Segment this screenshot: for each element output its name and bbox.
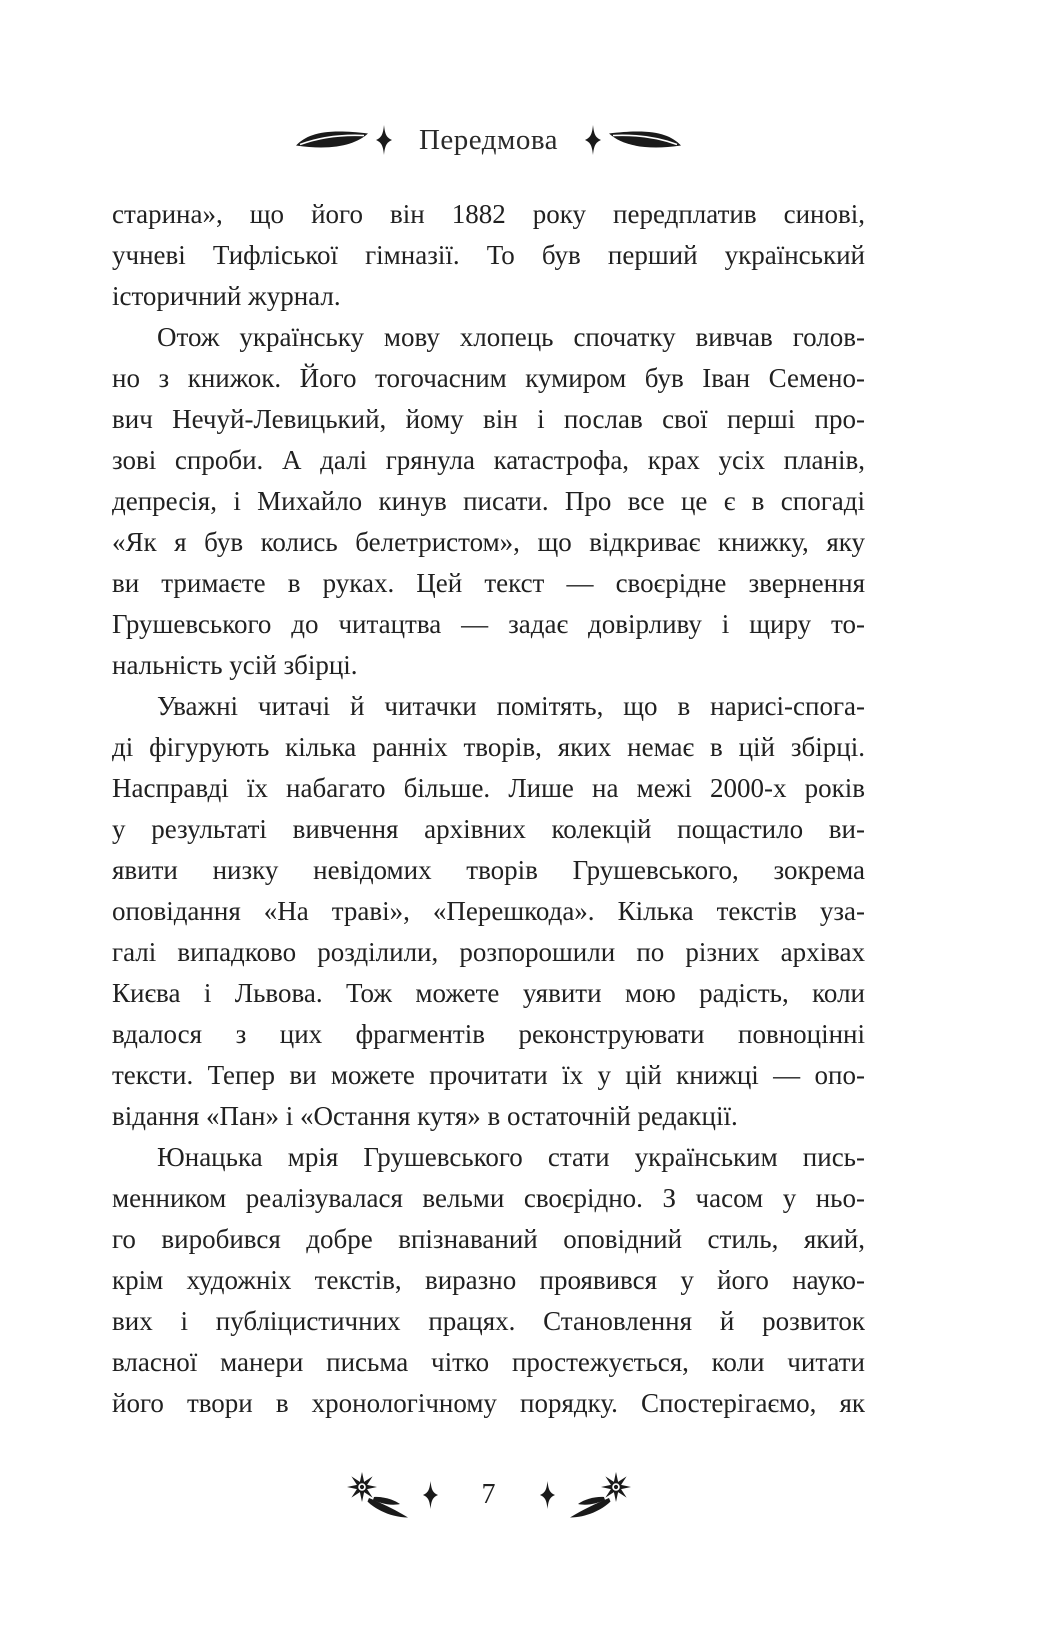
body-line: Києва і Львова. Тож можете уявити мою радість, коли [112, 978, 865, 1008]
body-line: Насправді їх набагато більше. Лише на межі 2000-х років [112, 773, 865, 803]
diamond-star-icon [422, 1481, 439, 1509]
leaf-flourish-icon [608, 128, 682, 152]
page-footer [112, 1471, 865, 1519]
diamond-star-icon [539, 1481, 556, 1509]
body-line: зові спроби. А далі грянула катастрофа, крах усіх планів, [112, 445, 865, 475]
flower-sprig-icon [567, 1472, 633, 1518]
diamond-star-icon [376, 125, 392, 155]
body-line: його твори в хронологічному порядку. Спостерігаємо, як [112, 1388, 865, 1418]
body-line: вих і публіцистичних працях. Становлення й розвиток [112, 1306, 865, 1336]
chapter-header [112, 120, 865, 160]
body-line: тексти. Тепер ви можете прочитати їх у цій книжці — опо- [112, 1060, 865, 1090]
body-line: ви тримаєте в руках. Цей текст — своєрідне звернення [112, 568, 865, 598]
leaf-flourish-icon [295, 128, 369, 152]
body-line: крім художніх текстів, виразно проявився у його науко- [112, 1265, 865, 1295]
body-line: історичний журнал. [112, 281, 341, 311]
body-line: депресія, і Михайло кинув писати. Про все це є в спогаді [112, 486, 865, 516]
body-line: ді фігурують кілька ранніх творів, яких немає в цій збірці. [112, 732, 865, 762]
body-line: власної манери письма чітко простежується, коли читати [112, 1347, 865, 1377]
body-line: у результаті вивчення архівних колекцій пощастило ви- [112, 814, 865, 844]
body-line: Юнацька мрія Грушевського стати українським пись- [157, 1142, 865, 1172]
body-line: відання «Пан» і «Остання кутя» в остаточній редакції. [112, 1101, 738, 1131]
flower-sprig-icon [345, 1472, 411, 1518]
body-line: Уважні читачі й читачки помітять, що в нарисі-спога- [157, 691, 865, 721]
body-line: менником реалізувалася вельми своєрідно. З часом у ньо- [112, 1183, 865, 1213]
body-line: но з книжок. Його тогочасним кумиром був Іван Семено- [112, 363, 865, 393]
body-line: оповідання «На траві», «Перешкода». Кілька текстів уза- [112, 896, 865, 926]
body-line: учневі Тифліської гімназії. То був перший український [112, 240, 865, 270]
page-number: 7 [481, 1479, 496, 1510]
body-line: галі випадково розділили, розпорошили по різних архівах [112, 937, 865, 967]
body-text [112, 194, 865, 1424]
body-line: вдалося з цих фрагментів реконструювати повноцінні [112, 1019, 865, 1049]
body-line: го виробився добре впізнаваний оповідний стиль, який, [112, 1224, 865, 1254]
body-line: Отож українську мову хлопець спочатку вивчав голов- [157, 322, 865, 352]
body-line: вич Нечуй-Левицький, йому він і послав свої перші про- [112, 404, 865, 434]
body-line: «Як я був колись белетристом», що відкриває книжку, яку [112, 527, 865, 557]
body-line: старина», що його він 1882 року передплатив синові, [112, 199, 865, 229]
diamond-star-icon [585, 125, 601, 155]
chapter-title: Передмова [418, 123, 559, 156]
body-line: Грушевського до читацтва — задає довірливу і щиру то- [112, 609, 865, 639]
body-line: явити низку невідомих творів Грушевського, зокрема [112, 855, 865, 885]
body-line: нальність усій збірці. [112, 650, 358, 680]
